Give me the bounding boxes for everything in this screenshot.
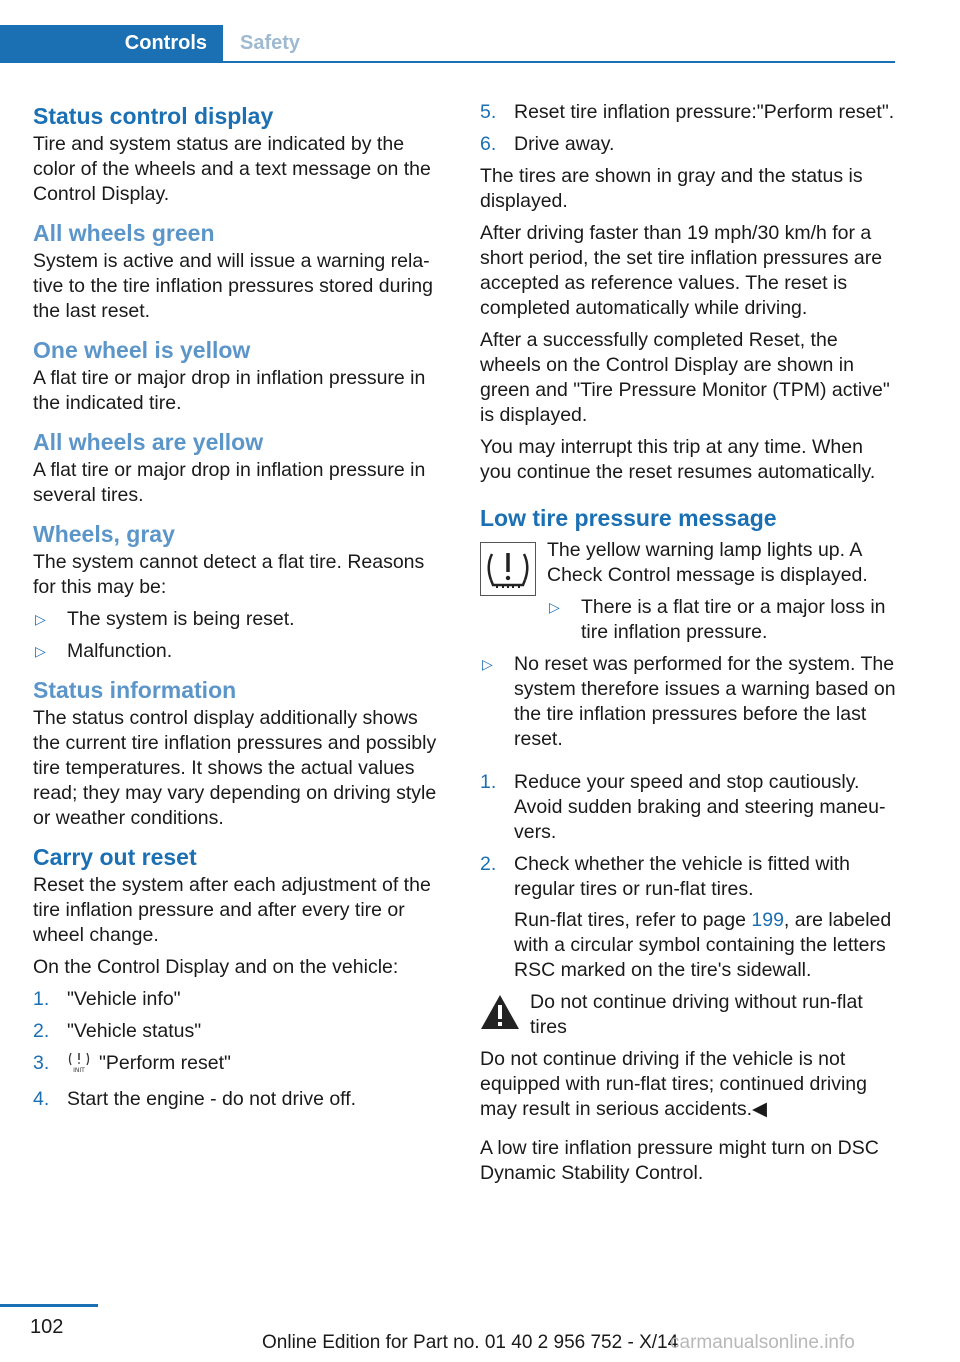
warning-title: Do not continue driving without run-flat tires: [530, 991, 863, 1038]
heading-low-tire-pressure: Low tire pressure message: [480, 505, 777, 531]
triangle-bullet-icon: ▷: [482, 656, 493, 672]
action-steps: [480, 770, 896, 983]
section-one-wheel-yellow: [33, 334, 449, 416]
watermark: carmanualsonline.info: [670, 1332, 855, 1353]
list-item: 1. "Vehicle info": [33, 988, 181, 1010]
heading-one-wheel-yellow: One wheel is yellow: [33, 337, 251, 363]
list-item: 1. Reduce your speed and stop cautiously. Avoid sudden braking and steering maneuvers.: [480, 771, 886, 843]
tab-safety[interactable]: Safety: [240, 32, 301, 54]
heading-wheels-gray: Wheels, gray: [33, 521, 175, 547]
paragraph: After driving faster than 19 mph/30 km/h for a short period, the set tire inflation pressures are accepted as reference values. The reset is completed automatically while driving.: [480, 222, 883, 319]
edition-text: Online Edition for Part no. 01 40 2 956 752 - X/14: [262, 1332, 679, 1353]
section-status-control-display: [33, 100, 449, 207]
reason-list: [33, 607, 449, 664]
list-item: ▷ No reset was performed for the system. The system therefore issues a warning based on the tire inflation pressures before the last reset.: [482, 653, 896, 750]
section-status-information: [33, 674, 449, 831]
list-item: ▷ There is a flat tire or a major loss in tire inflation pressure.: [549, 596, 886, 643]
paragraph: A low tire inflation pressure might turn on DSC Dynamic Stability Control.: [480, 1137, 879, 1184]
paragraph: The yellow warning lamp lights up. A Check Control message is displayed.: [547, 539, 868, 586]
tire-init-icon: [67, 1051, 91, 1080]
triangle-bullet-icon: ▷: [35, 643, 46, 659]
header-bar: [0, 25, 895, 63]
section-carry-out-reset: [33, 841, 449, 1112]
triangle-bullet-icon: ▷: [549, 599, 560, 615]
list-item: 2. "Vehicle status": [33, 1020, 202, 1042]
paragraph: After a successfully completed Reset, the wheels on the Control Display are shown in green and "Tire Pressure Monitor (TPM) active" is displayed.: [480, 329, 890, 426]
reset-steps: [33, 987, 449, 1112]
heading-all-wheels-green: All wheels green: [33, 220, 215, 246]
lamp-list: [547, 595, 896, 645]
list-item: 5. Reset tire inflation pressure:"Perform reset".: [480, 101, 895, 123]
page-number: 102: [30, 1316, 64, 1338]
page-link[interactable]: 199: [751, 909, 784, 931]
paragraph: The tires are shown in gray and the status is displayed.: [480, 165, 863, 212]
paragraph: Reset the system after each adjustment of the tire inflation pressure and after every tire or wheel change.: [33, 874, 431, 946]
warning-triangle-icon: [480, 994, 520, 1037]
paragraph: System is active and will issue a warning relative to the tire inflation pressures stored during the last reset.: [33, 250, 433, 322]
heading-status-control-display: Status control display: [33, 103, 274, 129]
reset-steps-continued: [480, 100, 896, 157]
paragraph: The system cannot detect a flat tire. Reasons for this may be:: [33, 551, 425, 598]
warning-block: [480, 990, 896, 1040]
section-all-wheels-yellow: [33, 426, 449, 508]
paragraph: Tire and system status are indicated by the color of the wheels and a text message on the Control Display.: [33, 133, 431, 205]
paragraph: A flat tire or major drop in inflation pressure in several tires.: [33, 459, 426, 506]
list-item: ▷ Malfunction.: [35, 640, 173, 662]
paragraph: The status control display additionally shows the current tire inflation pressures and possibly tire temperatures. It shows the actual values read; they may vary depending on driving style or weather conditions.: [33, 707, 437, 829]
list-item: 2. Check whether the vehicle is fitted with regular tires or run-flat tires. Run-flat tires, refer to page 199, are labeled with a circular symbol containing the letters RSC marked on the tire's sidewall.: [480, 852, 896, 983]
cause-list: [480, 652, 896, 752]
list-item: 6. Drive away.: [480, 133, 615, 155]
tab-controls[interactable]: Controls: [0, 25, 223, 61]
footer-rule: [0, 1304, 98, 1307]
section-all-wheels-green: [33, 217, 449, 324]
tire-pressure-warning-icon: [480, 542, 536, 603]
svg-text:INIT: INIT: [73, 1067, 85, 1073]
heading-carry-out-reset: Carry out reset: [33, 844, 197, 870]
left-column: [33, 100, 449, 1122]
runflat-note: Run-flat tires, refer to page 199, are labeled with a circular symbol containing the letters RSC marked on the tire's sidewall.: [514, 909, 892, 981]
heading-status-information: Status information: [33, 677, 237, 703]
list-item: 4. Start the engine - do not drive off.: [33, 1088, 357, 1110]
paragraph: A flat tire or major drop in inflation pressure in the indicated tire.: [33, 367, 426, 414]
section-wheels-gray: [33, 518, 449, 664]
paragraph: Do not continue driving if the vehicle is not equipped with run-flat tires; continued driving may result in serious accidents.◀: [480, 1048, 867, 1120]
triangle-bullet-icon: ▷: [35, 611, 46, 627]
heading-all-wheels-yellow: All wheels are yellow: [33, 429, 264, 455]
right-column: [480, 100, 896, 1193]
list-item: ▷ The system is being reset.: [35, 608, 295, 630]
list-item: 3. INIT "Perform reset": [33, 1051, 449, 1080]
paragraph: On the Control Display and on the vehicle:: [33, 956, 399, 978]
paragraph: You may interrupt this trip at any time. When you continue the reset resumes automatically.: [480, 436, 876, 483]
warning-lamp-block: [480, 538, 896, 645]
